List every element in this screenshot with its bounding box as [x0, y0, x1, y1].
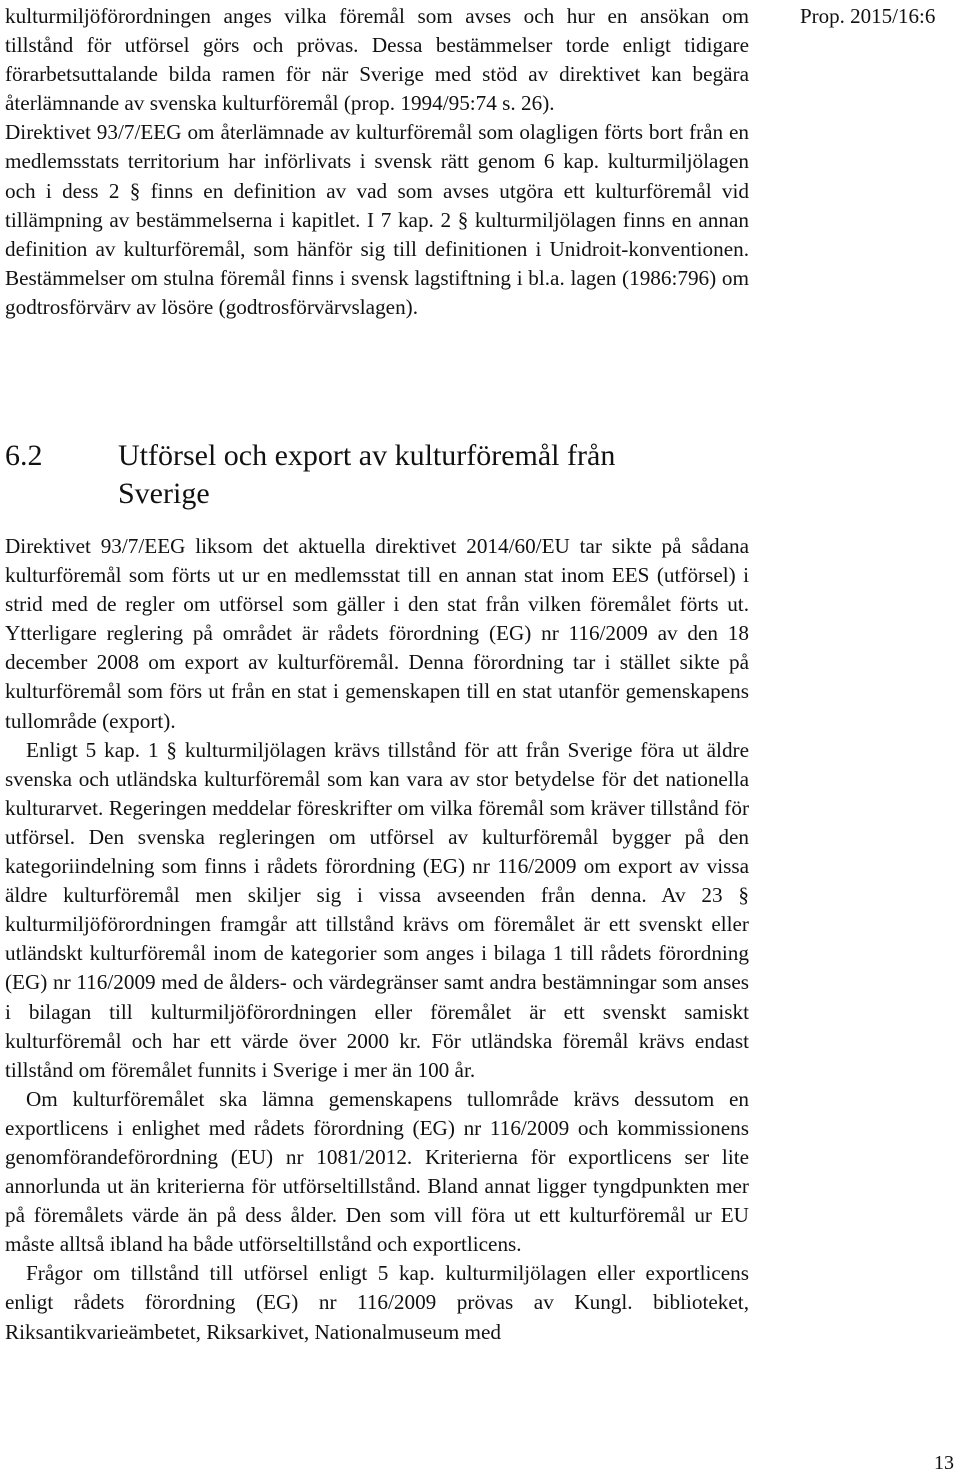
paragraph: Enligt 5 kap. 1 § kulturmiljölagen krävs tillstånd för att från Sverige föra ut äldre svenska och utländska kulturföremål som kan vara av stor betydelse för det nationella kulturarvet. Regeringen meddelar föreskrifter om vilka föremål som kräver tillstånd för utförsel. Den svenska regleringen om utförsel av kulturföremål bygger på den kategoriindelning som finns i rådets förordning (EG) nr 116/2009 om export av vissa äldre kulturföremål men skiljer sig i vissa avseenden från denna. Av 23 § kulturmiljöförordningen framgår att tillstånd krävs om föremålet är ett svenskt eller utländskt kulturföremål inom de kategorier som anges i bilaga 1 till rådets förordning (EG) nr 116/2009 med de ålders- och värdegränser samt andra bestämningar som anses i bilagan till kulturmiljöförordningen eller föremålet är ett svenskt samiskt kulturföremål och har ett värde över 2000 kr. För utländska föremål krävs endast tillstånd om föremålet funnits i Sverige i mer än 100 år. — [5, 737, 749, 1082]
section-text-block — [5, 532, 749, 1347]
page-number: 13 — [934, 1452, 954, 1474]
section-number: 6.2 — [5, 439, 43, 472]
proposition-reference: Prop. 2015/16:6 — [800, 4, 936, 28]
paragraph: Direktivet 93/7/EEG om återlämnade av kulturföremål som olagligen förts bort från en medlemsstats territorium har införlivats i svensk rätt genom 6 kap. kulturmiljölagen och i dess 2 § finns en definition av vad som avses utgöra ett kulturföremål vid tillämpning av bestämmelserna i kapitlet. I 7 kap. 2 § kulturmiljölagen finns en annan definition av kulturföremål, som hänför sig till definitionen i Unidroit-konventionen. Bestämmelser om stulna föremål finns i svensk lagstiftning i bl.a. lagen (1986:796) om godtrosförvärv av lösöre (godtrosförvärvslagen). — [5, 120, 749, 319]
section-heading — [5, 437, 750, 513]
paragraph-continues: Frågor om tillstånd till utförsel enligt 5 kap. kulturmiljölagen eller exportlicens enligt rådets förordning (EG) nr 116/2009 prövas av Kungl. biblioteket, Riksantikvarieämbetet, Riksarkivet, Nationalmuseum med — [5, 1261, 749, 1344]
paragraph: Om kulturföremålet ska lämna gemenskapens tullområde krävs dessutom en exportlicens i enlighet med rådets förordning (EG) nr 116/2009 och kommissionens genomförandeförordning (EU) nr 1081/2012. Kriterierna för exportlicens ser lite annorlunda ut än kriterierna för utförseltillstånd. Bland annat ligger tyngdpunkten mer på föremålets värde än på dess ålder. Den som vill föra ut ett kulturföremål ur EU måste alltså ibland ha både utförseltillstånd och exportlicens. — [5, 1086, 749, 1257]
section-title: Utförsel och export av kulturföremål från Sverige — [118, 439, 616, 510]
top-text-block — [5, 2, 749, 322]
paragraph: Direktivet 93/7/EEG liksom det aktuella direktivet 2014/60/EU tar sikte på sådana kulturföremål som förts ut ur en medlemsstat till en annan stat inom EES (utförsel) i strid med de regler om utförsel som gäller i den stat från vilken föremålet förts ut. Ytterligare reglering på området är rådets förordning (EG) nr 116/2009 av den 18 december 2008 om export av kulturföremål. Denna förordning tar i stället sikte på kulturföremål som förs ut från en stat i gemenskapen till en stat utanför gemenskapens tullområde (export). — [5, 534, 749, 733]
paragraph-continued: kulturmiljöförordningen anges vilka föremål som avses och hur en ansökan om tillstånd för utförsel görs och prövas. Dessa bestämmelser torde enligt tidigare förarbetsuttalande bilda ramen för när Sverige med stöd av direktivet kan begära återlämnande av svenska kulturföremål (prop. 1994/95:74 s. 26). — [5, 4, 749, 116]
